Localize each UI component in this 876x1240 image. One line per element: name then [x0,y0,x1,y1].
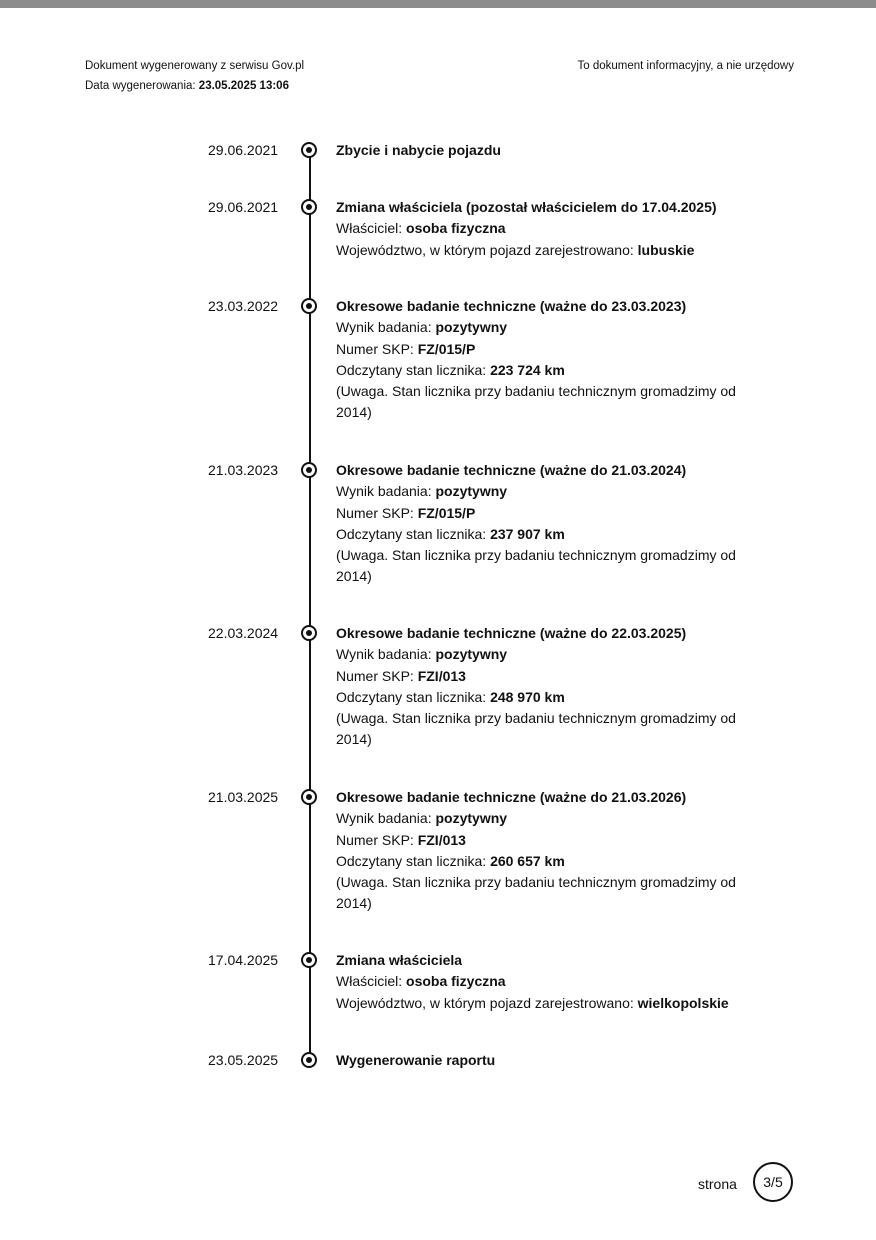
result-line [336,317,756,338]
result-label: Wynik badania: [336,646,432,663]
timeline-dot-icon [301,625,317,641]
voivodeship-line [336,240,756,261]
event-date: 21.03.2023 [208,462,279,478]
timeline-dot-icon [301,789,317,805]
timeline-dot-icon [301,462,317,478]
event-content [336,950,756,1014]
skp-line [336,503,756,524]
event-title: Zmiana właściciela (pozostał właścicielem do 17.04.2025) [336,199,717,215]
result-value: pozytywny [435,319,508,336]
result-label: Wynik badania: [336,810,432,827]
skp-value: FZ/015/P [417,340,476,357]
result-line [336,481,756,502]
owner-value: osoba fizyczna [406,220,506,237]
event-date: 22.03.2024 [208,625,279,641]
odometer-note: (Uwaga. Stan licznika przy badaniu technicznym gromadzimy od 2014) [336,547,736,585]
odometer-line [336,524,756,545]
odometer-value: 260 657 km [490,852,565,869]
event-date: 29.06.2021 [208,142,279,158]
odometer-value: 248 970 km [490,688,565,705]
result-value: pozytywny [435,483,508,500]
owner-value: osoba fizyczna [406,973,506,990]
event-title: Okresowe badanie techniczne (ważne do 22.03.2025) [336,625,687,641]
event-title: Okresowe badanie techniczne (ważne do 21.03.2026) [336,789,687,805]
owner-line [336,218,756,239]
odometer-label: Odczytany stan licznika: [336,688,487,705]
skp-label: Numer SKP: [336,504,414,521]
timeline-line [309,150,311,1060]
disclaimer: To dokument informacyjny, a nie urzędowy [577,60,794,72]
event-content [336,1050,756,1071]
odometer-line [336,687,756,708]
generated-date-value: 23.05.2025 13:06 [198,80,289,92]
voivodeship-label: Województwo, w którym pojazd zarejestrowano: [336,241,634,258]
event-content [336,140,756,161]
skp-value: FZ/015/P [417,504,476,521]
event-title: Zbycie i nabycie pojazdu [336,142,501,158]
event-title: Okresowe badanie techniczne (ważne do 21.03.2024) [336,462,687,478]
odometer-line [336,360,756,381]
result-value: pozytywny [435,646,508,663]
owner-line [336,971,756,992]
voivodeship-line [336,993,756,1014]
generated-from: Dokument wygenerowany z serwisu Gov.pl [85,60,305,72]
voivodeship-label: Województwo, w którym pojazd zarejestrowano: [336,994,634,1011]
event-title: Wygenerowanie raportu [336,1052,496,1068]
odometer-label: Odczytany stan licznika: [336,525,487,542]
odometer-line [336,851,756,872]
result-label: Wynik badania: [336,483,432,500]
odometer-label: Odczytany stan licznika: [336,852,487,869]
timeline-dot-icon [301,298,317,314]
result-line [336,808,756,829]
result-line [336,644,756,665]
timeline-dot-icon [301,1052,317,1068]
generated-date-label: Data wygenerowania: [85,80,196,92]
result-label: Wynik badania: [336,319,432,336]
page-label: strona [698,1176,737,1192]
event-title: Zmiana właściciela [336,952,463,968]
timeline-dot-icon [301,199,317,215]
skp-label: Numer SKP: [336,667,414,684]
voivodeship-value: wielkopolskie [637,994,729,1011]
skp-line [336,666,756,687]
odometer-value: 237 907 km [490,525,565,542]
skp-line [336,830,756,851]
skp-line [336,339,756,360]
event-title: Okresowe badanie techniczne (ważne do 23.03.2023) [336,298,687,314]
page-number: 3/5 [753,1162,793,1202]
result-value: pozytywny [435,810,508,827]
skp-label: Numer SKP: [336,831,414,848]
skp-value: FZI/013 [417,667,466,684]
timeline-dot-icon [301,952,317,968]
event-content [336,787,756,915]
voivodeship-value: lubuskie [637,241,695,258]
event-content [336,296,756,424]
odometer-note: (Uwaga. Stan licznika przy badaniu technicznym gromadzimy od 2014) [336,710,736,748]
odometer-value: 223 724 km [490,361,565,378]
odometer-note: (Uwaga. Stan licznika przy badaniu technicznym gromadzimy od 2014) [336,874,736,912]
skp-value: FZI/013 [417,831,466,848]
owner-label: Właściciel: [336,220,403,237]
timeline-dot-icon [301,142,317,158]
event-content [336,197,756,261]
event-date: 21.03.2025 [208,789,279,805]
event-date: 17.04.2025 [208,952,279,968]
event-date: 23.05.2025 [208,1052,279,1068]
event-date: 29.06.2021 [208,199,279,215]
odometer-label: Odczytany stan licznika: [336,361,487,378]
event-content [336,623,756,751]
event-content [336,460,756,588]
odometer-note: (Uwaga. Stan licznika przy badaniu technicznym gromadzimy od 2014) [336,383,736,421]
event-date: 23.03.2022 [208,298,279,314]
owner-label: Właściciel: [336,973,403,990]
skp-label: Numer SKP: [336,340,414,357]
